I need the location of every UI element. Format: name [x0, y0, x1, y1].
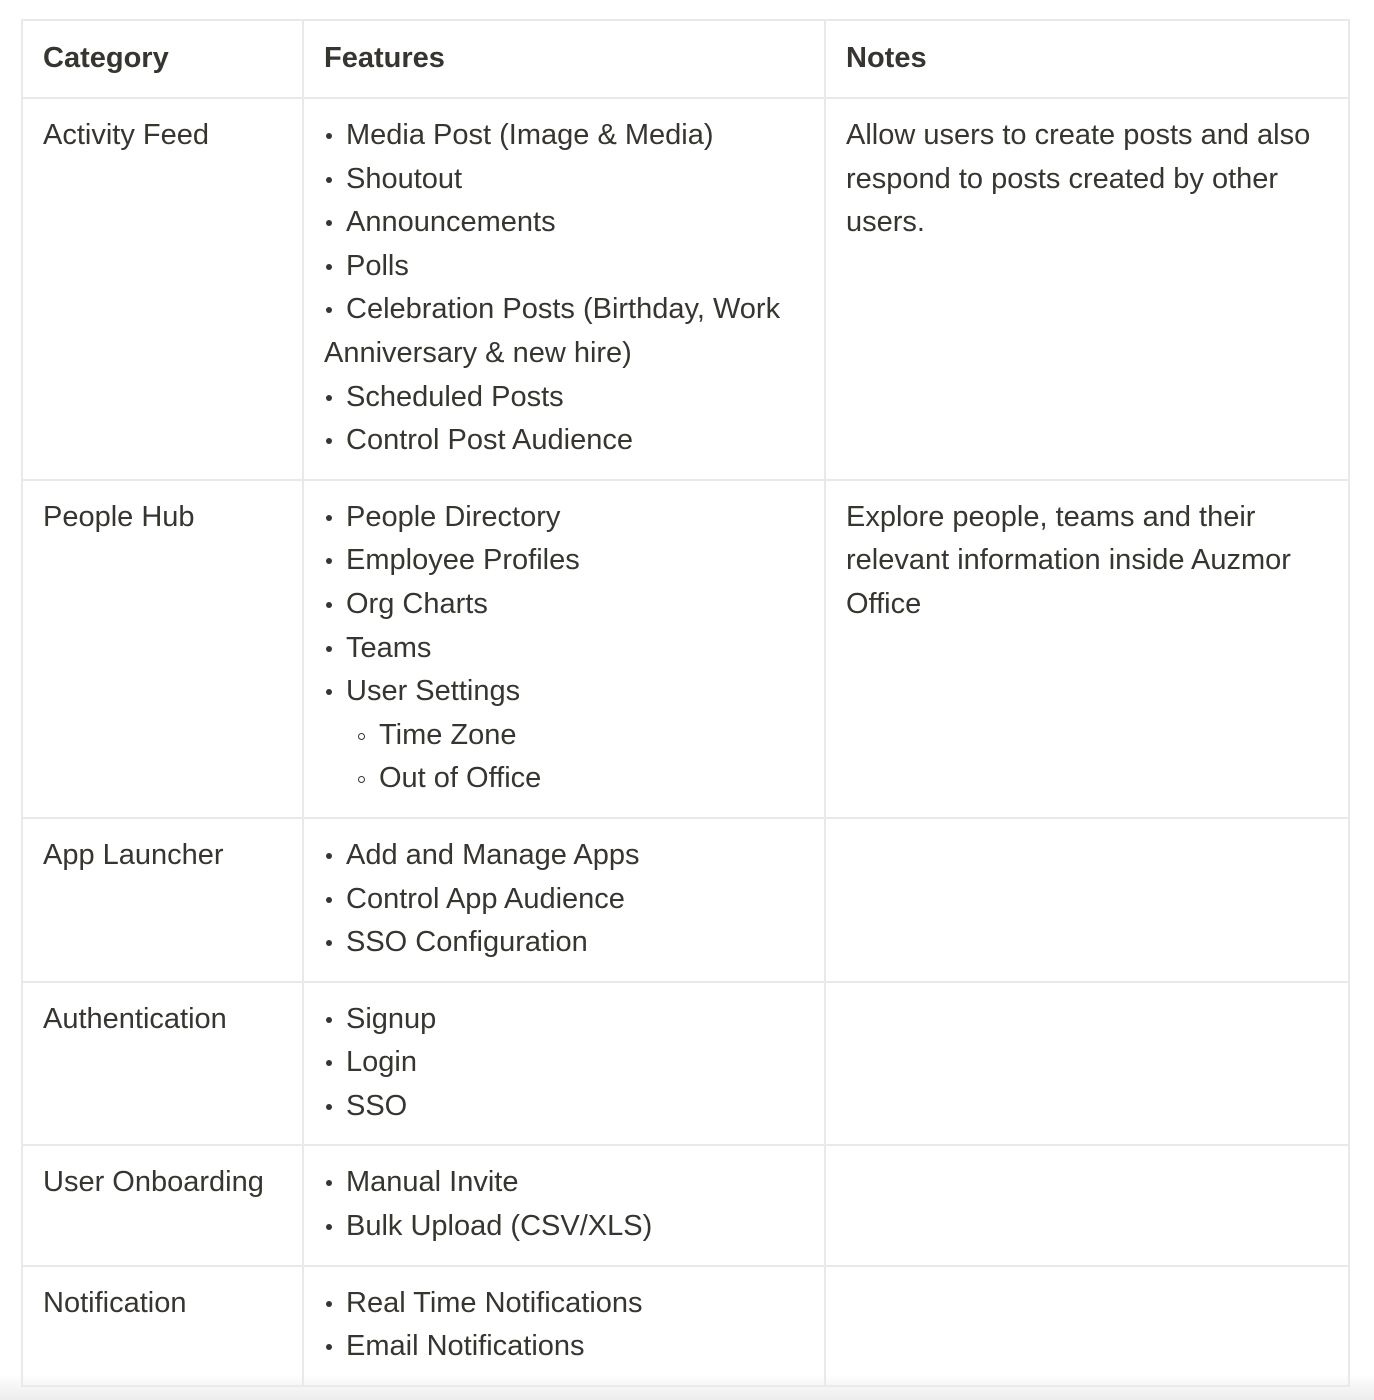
feature-item: Media Post (Image & Media)	[324, 114, 804, 158]
sub-feature-item: Time Zone	[324, 714, 804, 758]
feature-item: Scheduled Posts	[324, 376, 804, 420]
feature-list	[324, 1282, 804, 1369]
category-cell: Authentication	[22, 982, 303, 1146]
feature-list	[324, 998, 804, 1129]
feature-list	[324, 834, 804, 965]
notes-text: Allow users to create posts and also respond to posts created by other users.	[846, 119, 1311, 239]
feature-item: Teams	[324, 627, 804, 671]
category-cell: User Onboarding	[22, 1145, 303, 1265]
features-cell	[303, 982, 825, 1146]
feature-item: SSO	[324, 1085, 804, 1129]
notes-cell	[825, 1266, 1349, 1386]
features-cell	[303, 818, 825, 982]
table-row	[22, 98, 1349, 480]
feature-item: Bulk Upload (CSV/XLS)	[324, 1205, 804, 1249]
feature-item: Login	[324, 1041, 804, 1085]
feature-item: SSO Configuration	[324, 921, 804, 965]
feature-item: Add and Manage Apps	[324, 834, 804, 878]
feature-item: Org Charts	[324, 583, 804, 627]
table-row	[22, 1266, 1349, 1386]
notes-cell	[825, 98, 1349, 480]
feature-item: Shoutout	[324, 158, 804, 202]
table-header-row	[22, 20, 1349, 98]
feature-item: People Directory	[324, 496, 804, 540]
table-row	[22, 818, 1349, 982]
feature-item: Announcements	[324, 201, 804, 245]
features-cell	[303, 480, 825, 818]
features-cell	[303, 98, 825, 480]
table-row	[22, 480, 1349, 818]
feature-item: Manual Invite	[324, 1161, 804, 1205]
feature-item: Polls	[324, 245, 804, 289]
notes-cell	[825, 1145, 1349, 1265]
notes-text: Explore people, teams and their relevant information inside Auzmor Office	[846, 500, 1291, 620]
feature-list	[324, 114, 804, 463]
feature-list	[324, 496, 804, 801]
features-cell	[303, 1266, 825, 1386]
category-cell: Activity Feed	[22, 98, 303, 480]
feature-item: Email Notifications	[324, 1325, 804, 1369]
sub-feature-item: Out of Office	[324, 757, 804, 801]
feature-table	[21, 19, 1350, 1387]
notes-cell	[825, 982, 1349, 1146]
feature-item: Control Post Audience	[324, 419, 804, 463]
header-category: Category	[22, 20, 303, 98]
category-cell: People Hub	[22, 480, 303, 818]
feature-list	[324, 1161, 804, 1248]
feature-item: Signup	[324, 998, 804, 1042]
notes-cell	[825, 480, 1349, 818]
header-features: Features	[303, 20, 825, 98]
category-cell: App Launcher	[22, 818, 303, 982]
feature-item: Employee Profiles	[324, 539, 804, 583]
feature-item: Real Time Notifications	[324, 1282, 804, 1326]
notes-cell	[825, 818, 1349, 982]
table-row	[22, 1145, 1349, 1265]
feature-item: Control App Audience	[324, 878, 804, 922]
header-notes: Notes	[825, 20, 1349, 98]
feature-item: User Settings	[324, 670, 804, 714]
features-cell	[303, 1145, 825, 1265]
feature-item: Celebration Posts (Birthday, Work Anniversary & new hire)	[324, 288, 804, 375]
table-row	[22, 982, 1349, 1146]
category-cell: Notification	[22, 1266, 303, 1386]
